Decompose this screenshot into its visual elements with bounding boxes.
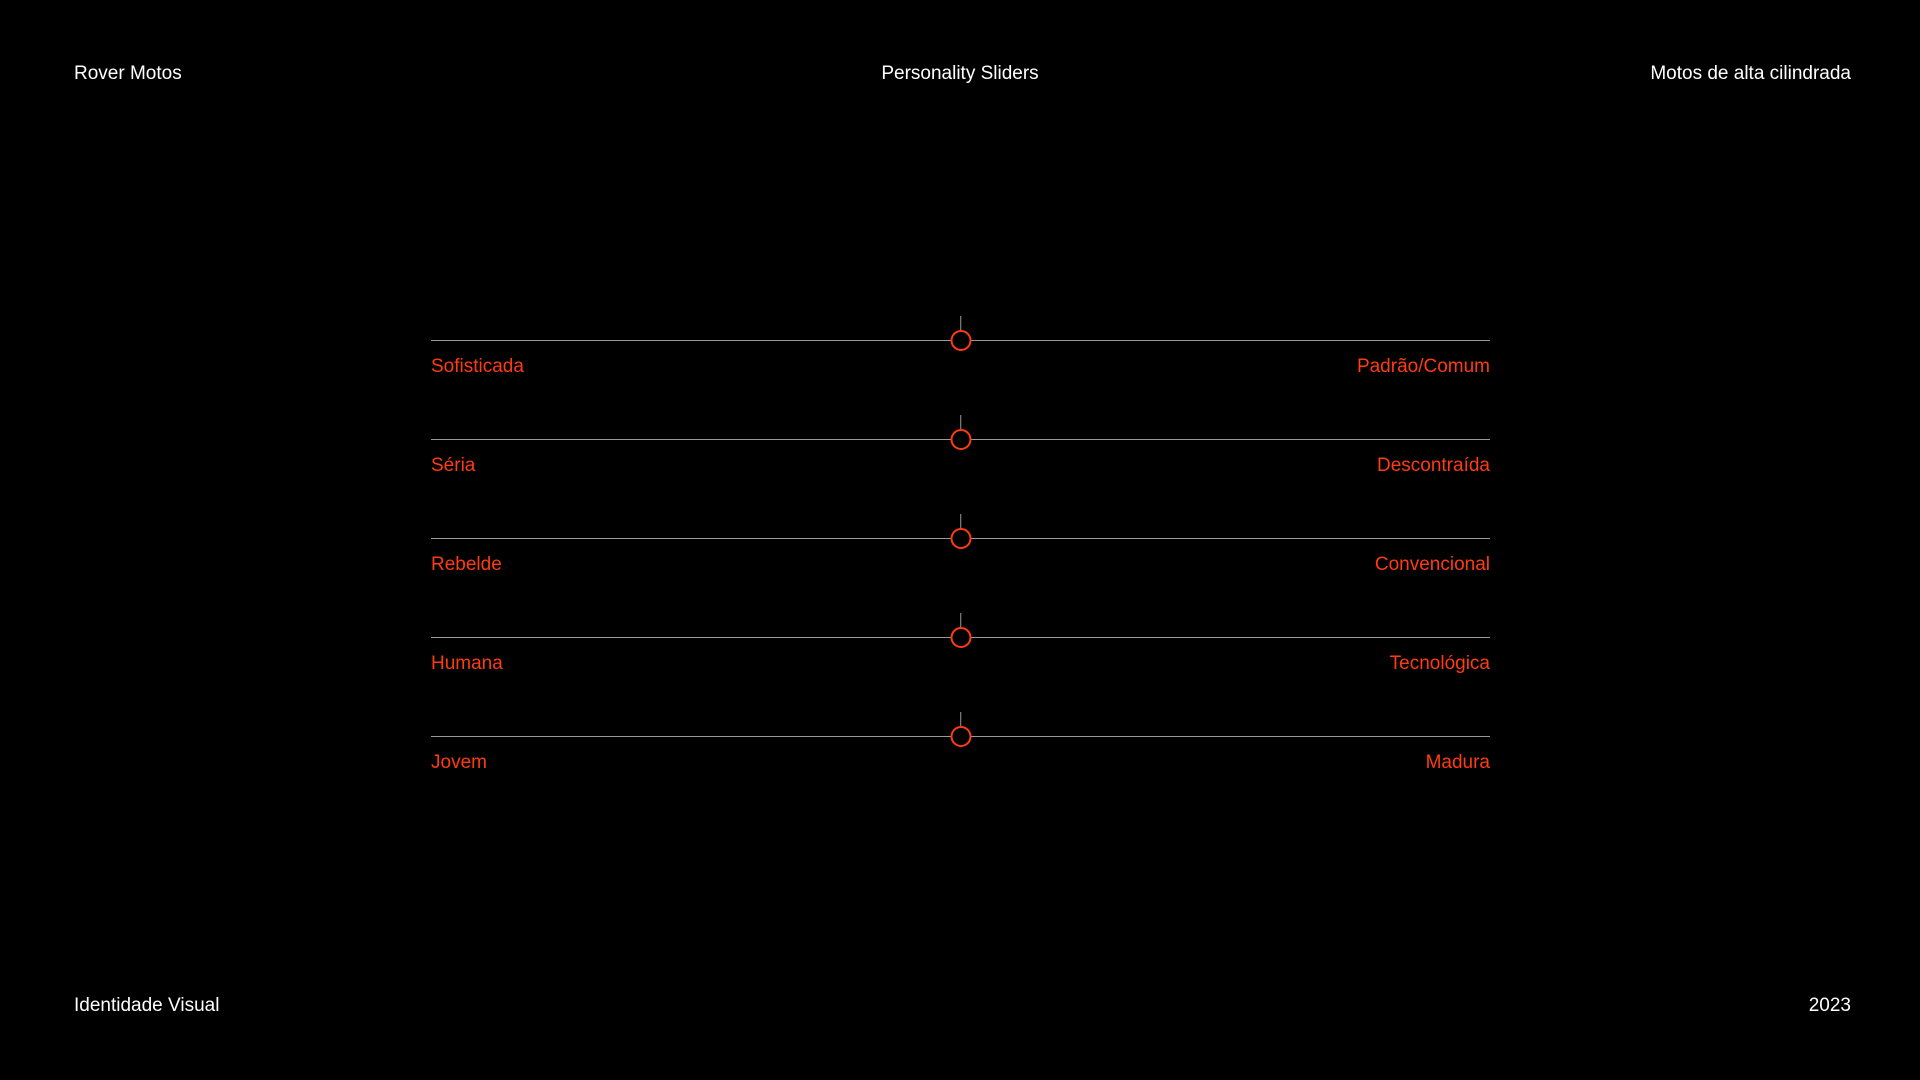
slider-right-label: Madura: [1425, 752, 1490, 773]
slider-humana-tecnologica[interactable]: [431, 613, 1490, 673]
slider-seria-descontraida[interactable]: [431, 415, 1490, 475]
slider-rebelde-convencional[interactable]: [431, 514, 1490, 574]
slider-right-label: Tecnológica: [1389, 653, 1490, 674]
slider-right-label: Descontraída: [1376, 455, 1490, 476]
footer-label: Identidade Visual: [74, 995, 220, 1016]
personality-sliders: [431, 0, 1490, 1080]
brand-name: Rover Motos: [74, 63, 182, 84]
slider-sofisticada-padrao[interactable]: [431, 316, 1490, 376]
slider-left-label: Humana: [431, 653, 503, 674]
slider-left-label: Séria: [431, 455, 476, 476]
slider-left-label: Sofisticada: [431, 356, 524, 377]
slider-knob[interactable]: [950, 726, 971, 747]
slider-right-label: Convencional: [1374, 554, 1490, 575]
slider-knob[interactable]: [950, 330, 971, 351]
footer-year: 2023: [1808, 995, 1851, 1016]
slider-knob[interactable]: [950, 429, 971, 450]
slider-right-label: Padrão/Comum: [1356, 356, 1490, 377]
slider-left-label: Jovem: [431, 752, 487, 773]
slider-knob[interactable]: [950, 627, 971, 648]
page-subtitle: Motos de alta cilindrada: [1650, 63, 1851, 84]
slider-jovem-madura[interactable]: [431, 712, 1490, 772]
slider-knob[interactable]: [950, 528, 971, 549]
slider-left-label: Rebelde: [431, 554, 502, 575]
page-title: Personality Sliders: [881, 63, 1039, 84]
